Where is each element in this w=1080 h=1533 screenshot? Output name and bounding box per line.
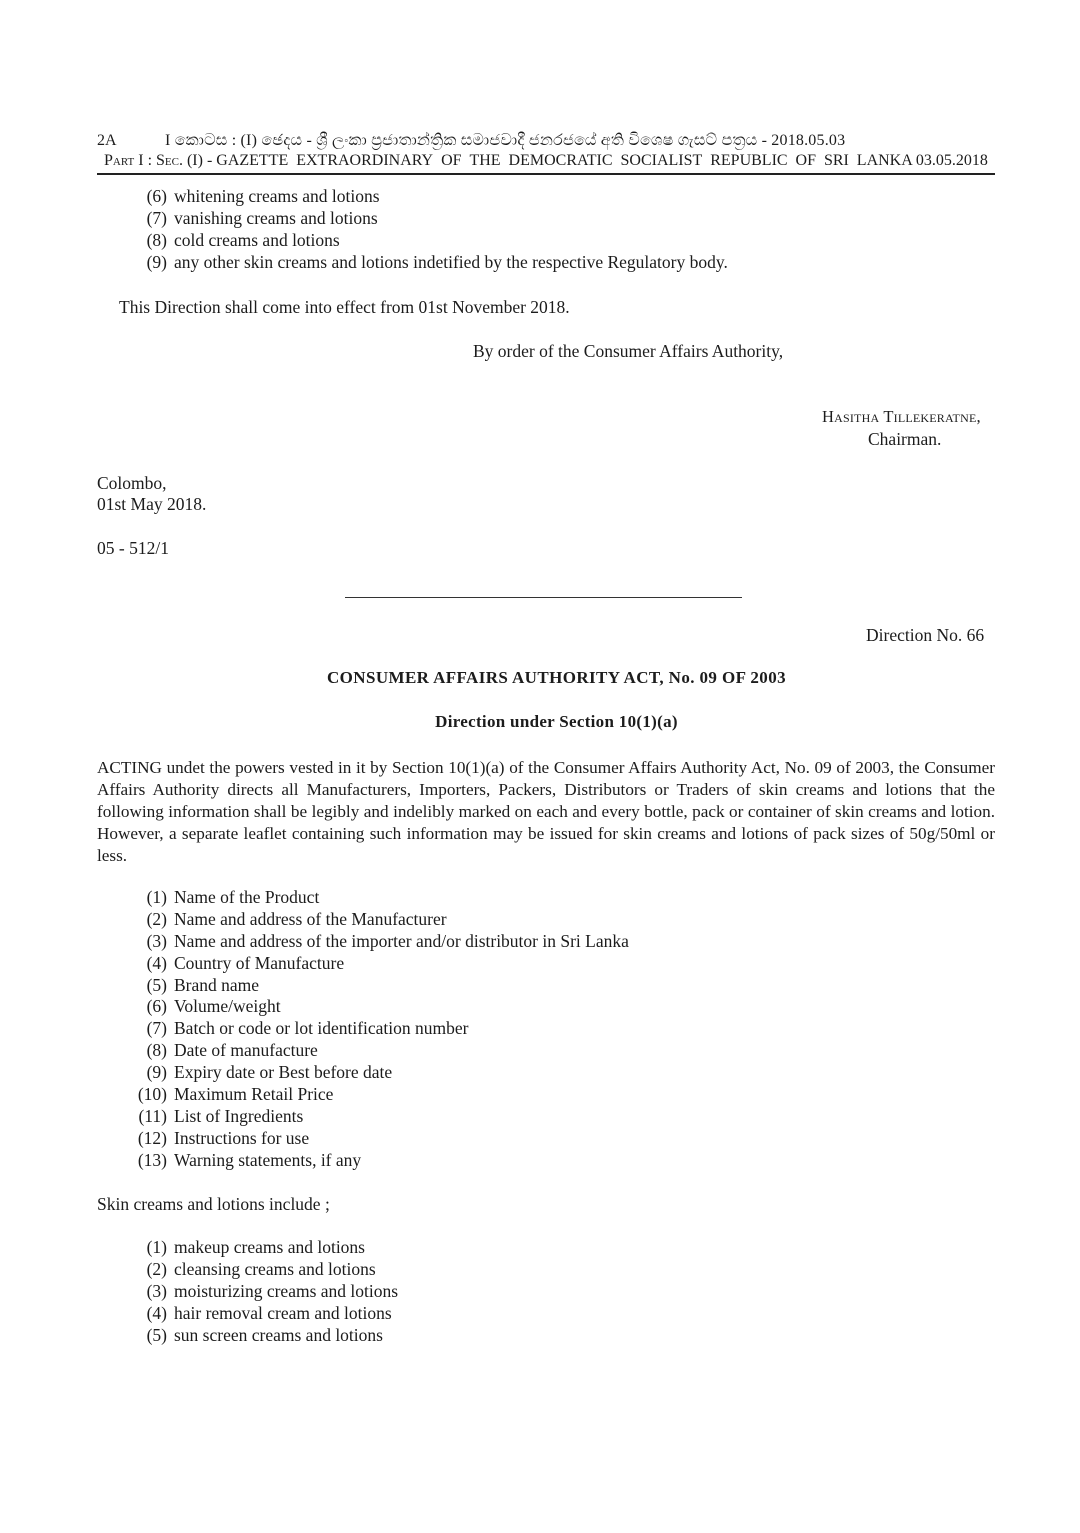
item-text: vanishing creams and lotions bbox=[174, 207, 378, 228]
list-item bbox=[127, 1018, 629, 1040]
page-number: 2A bbox=[97, 132, 117, 149]
direction-subtitle: Direction under Section 10(1)(a) bbox=[435, 712, 678, 731]
item-text: Name of the Product bbox=[174, 887, 320, 907]
item-text: sun screen creams and lotions bbox=[174, 1324, 383, 1345]
reference-number: 05 - 512/1 bbox=[97, 538, 169, 558]
item-number: (7) bbox=[146, 207, 167, 228]
list-item bbox=[127, 208, 728, 230]
header-word: OF bbox=[441, 152, 462, 169]
item-text: Maximum Retail Price bbox=[174, 1084, 334, 1105]
item-text: moisturizing creams and lotions bbox=[174, 1280, 399, 1301]
effect-statement: This Direction shall come into effect from 01st November 2018. bbox=[119, 297, 570, 317]
header-rule bbox=[97, 173, 995, 175]
list-item bbox=[127, 230, 728, 252]
list-item bbox=[127, 996, 629, 1018]
header-word: SRI bbox=[823, 152, 849, 169]
header-english-line bbox=[104, 152, 988, 170]
by-order-line: By order of the Consumer Affairs Authority, bbox=[473, 341, 784, 361]
item-number: (9) bbox=[146, 1062, 167, 1083]
required-info-list bbox=[127, 887, 629, 1172]
list-item bbox=[127, 1150, 629, 1172]
list-item bbox=[127, 975, 629, 997]
item-text: Instructions for use bbox=[174, 1127, 310, 1148]
item-text: cold creams and lotions bbox=[174, 229, 340, 250]
item-text: cleansing creams and lotions bbox=[174, 1258, 376, 1279]
list-item bbox=[127, 953, 629, 975]
signatory-title: Chairman. bbox=[868, 429, 942, 449]
list-item bbox=[127, 909, 629, 931]
list-item bbox=[127, 1325, 398, 1347]
item-number: (1) bbox=[146, 1237, 167, 1257]
list-item bbox=[127, 887, 629, 909]
item-number: (12) bbox=[137, 1127, 167, 1148]
item-text: Name and address of the importer and/or distributor in Sri Lanka bbox=[174, 930, 629, 951]
item-number: (2) bbox=[146, 908, 167, 929]
list-item bbox=[127, 931, 629, 953]
list-item bbox=[127, 1259, 398, 1281]
act-title: CONSUMER AFFAIRS AUTHORITY ACT, No. 09 OF 2003 bbox=[326, 668, 786, 687]
list-item bbox=[127, 1040, 629, 1062]
item-number: (1) bbox=[146, 887, 167, 907]
item-number: (8) bbox=[146, 1040, 167, 1061]
header-word: THE bbox=[469, 152, 501, 169]
item-text: Expiry date or Best before date bbox=[174, 1062, 393, 1083]
item-number: (7) bbox=[146, 1018, 167, 1039]
list-item bbox=[127, 1106, 629, 1128]
list-item bbox=[127, 186, 728, 208]
item-number: (3) bbox=[146, 930, 167, 951]
item-number: (11) bbox=[138, 1105, 167, 1126]
list-item bbox=[127, 1303, 398, 1325]
item-text: Name and address of the Manufacturer bbox=[174, 908, 447, 929]
header-word: EXTRAORDINARY bbox=[296, 152, 434, 169]
item-number: (6) bbox=[146, 186, 167, 206]
item-text: Volume/weight bbox=[174, 996, 281, 1017]
header-word: REPUBLIC bbox=[710, 152, 788, 169]
header-word: Part I : Sec. (I) - GAZETTE bbox=[104, 152, 289, 169]
header-word: LANKA 03.05.2018 bbox=[856, 152, 988, 169]
item-text: Warning statements, if any bbox=[174, 1149, 362, 1170]
includes-heading: Skin creams and lotions include ; bbox=[97, 1194, 330, 1214]
list-item bbox=[127, 1128, 629, 1150]
list-item bbox=[127, 1237, 398, 1259]
header-word: OF bbox=[795, 152, 816, 169]
preamble-paragraph: ACTING undet the powers vested in it by Section 10(1)(a) of the Consumer Affairs Authority Act, No. 09 of 2003, the Consumer Affairs Authority directs all Manufacturers, Importers, Packers, Distributors or Traders of skin creams and lotions that the following information shall be legibly and indelibly marked on each and every bottle, pack or container of skin creams and lotion. However, a separate leaflet containing such information may be issued for skin creams and lotions of pack sizes of 50g/50ml or less. bbox=[97, 758, 995, 865]
item-number: (6) bbox=[146, 996, 167, 1017]
item-number: (4) bbox=[146, 1302, 167, 1323]
direction-number: Direction No. 66 bbox=[866, 625, 985, 645]
item-text: List of Ingredients bbox=[174, 1105, 304, 1126]
item-number: (8) bbox=[146, 229, 167, 250]
header-word: SOCIALIST bbox=[620, 152, 703, 169]
section-divider bbox=[345, 597, 742, 598]
date: 01st May 2018. bbox=[97, 494, 207, 514]
item-text: whitening creams and lotions bbox=[174, 186, 380, 206]
item-number: (13) bbox=[137, 1149, 167, 1170]
item-number: (5) bbox=[146, 974, 167, 995]
list-item bbox=[127, 1084, 629, 1106]
item-text: Brand name bbox=[174, 974, 260, 995]
item-number: (4) bbox=[146, 952, 167, 973]
item-text: makeup creams and lotions bbox=[174, 1237, 365, 1257]
signatory-name: Hasitha Tillekeratne, bbox=[822, 407, 981, 426]
continued-items-list bbox=[127, 186, 728, 274]
item-number: (5) bbox=[146, 1324, 167, 1345]
place: Colombo, bbox=[97, 473, 167, 493]
item-text: any other skin creams and lotions indetified by the respective Regulatory body. bbox=[174, 251, 728, 272]
includes-list bbox=[127, 1237, 398, 1346]
item-text: Date of manufacture bbox=[174, 1040, 318, 1061]
list-item bbox=[127, 1281, 398, 1303]
item-text: hair removal cream and lotions bbox=[174, 1302, 392, 1323]
item-number: (9) bbox=[146, 251, 167, 272]
item-number: (2) bbox=[146, 1258, 167, 1279]
item-number: (10) bbox=[137, 1084, 167, 1105]
list-item bbox=[127, 1062, 629, 1084]
item-number: (3) bbox=[146, 1280, 167, 1301]
list-item bbox=[127, 252, 728, 274]
header-sinhala-line: I කොටස : (I) ඡෙදය - ශ්‍රී ලංකා ප්‍රජාතාන්ත්‍රික සමාජවාදී ජනරජයේ අති විශෙෂ ගැසට් පත්‍රය - 2018.05.03 bbox=[165, 132, 846, 149]
item-text: Batch or code or lot identification number bbox=[174, 1018, 469, 1039]
header-word: DEMOCRATIC bbox=[508, 152, 613, 169]
item-text: Country of Manufacture bbox=[174, 952, 345, 973]
